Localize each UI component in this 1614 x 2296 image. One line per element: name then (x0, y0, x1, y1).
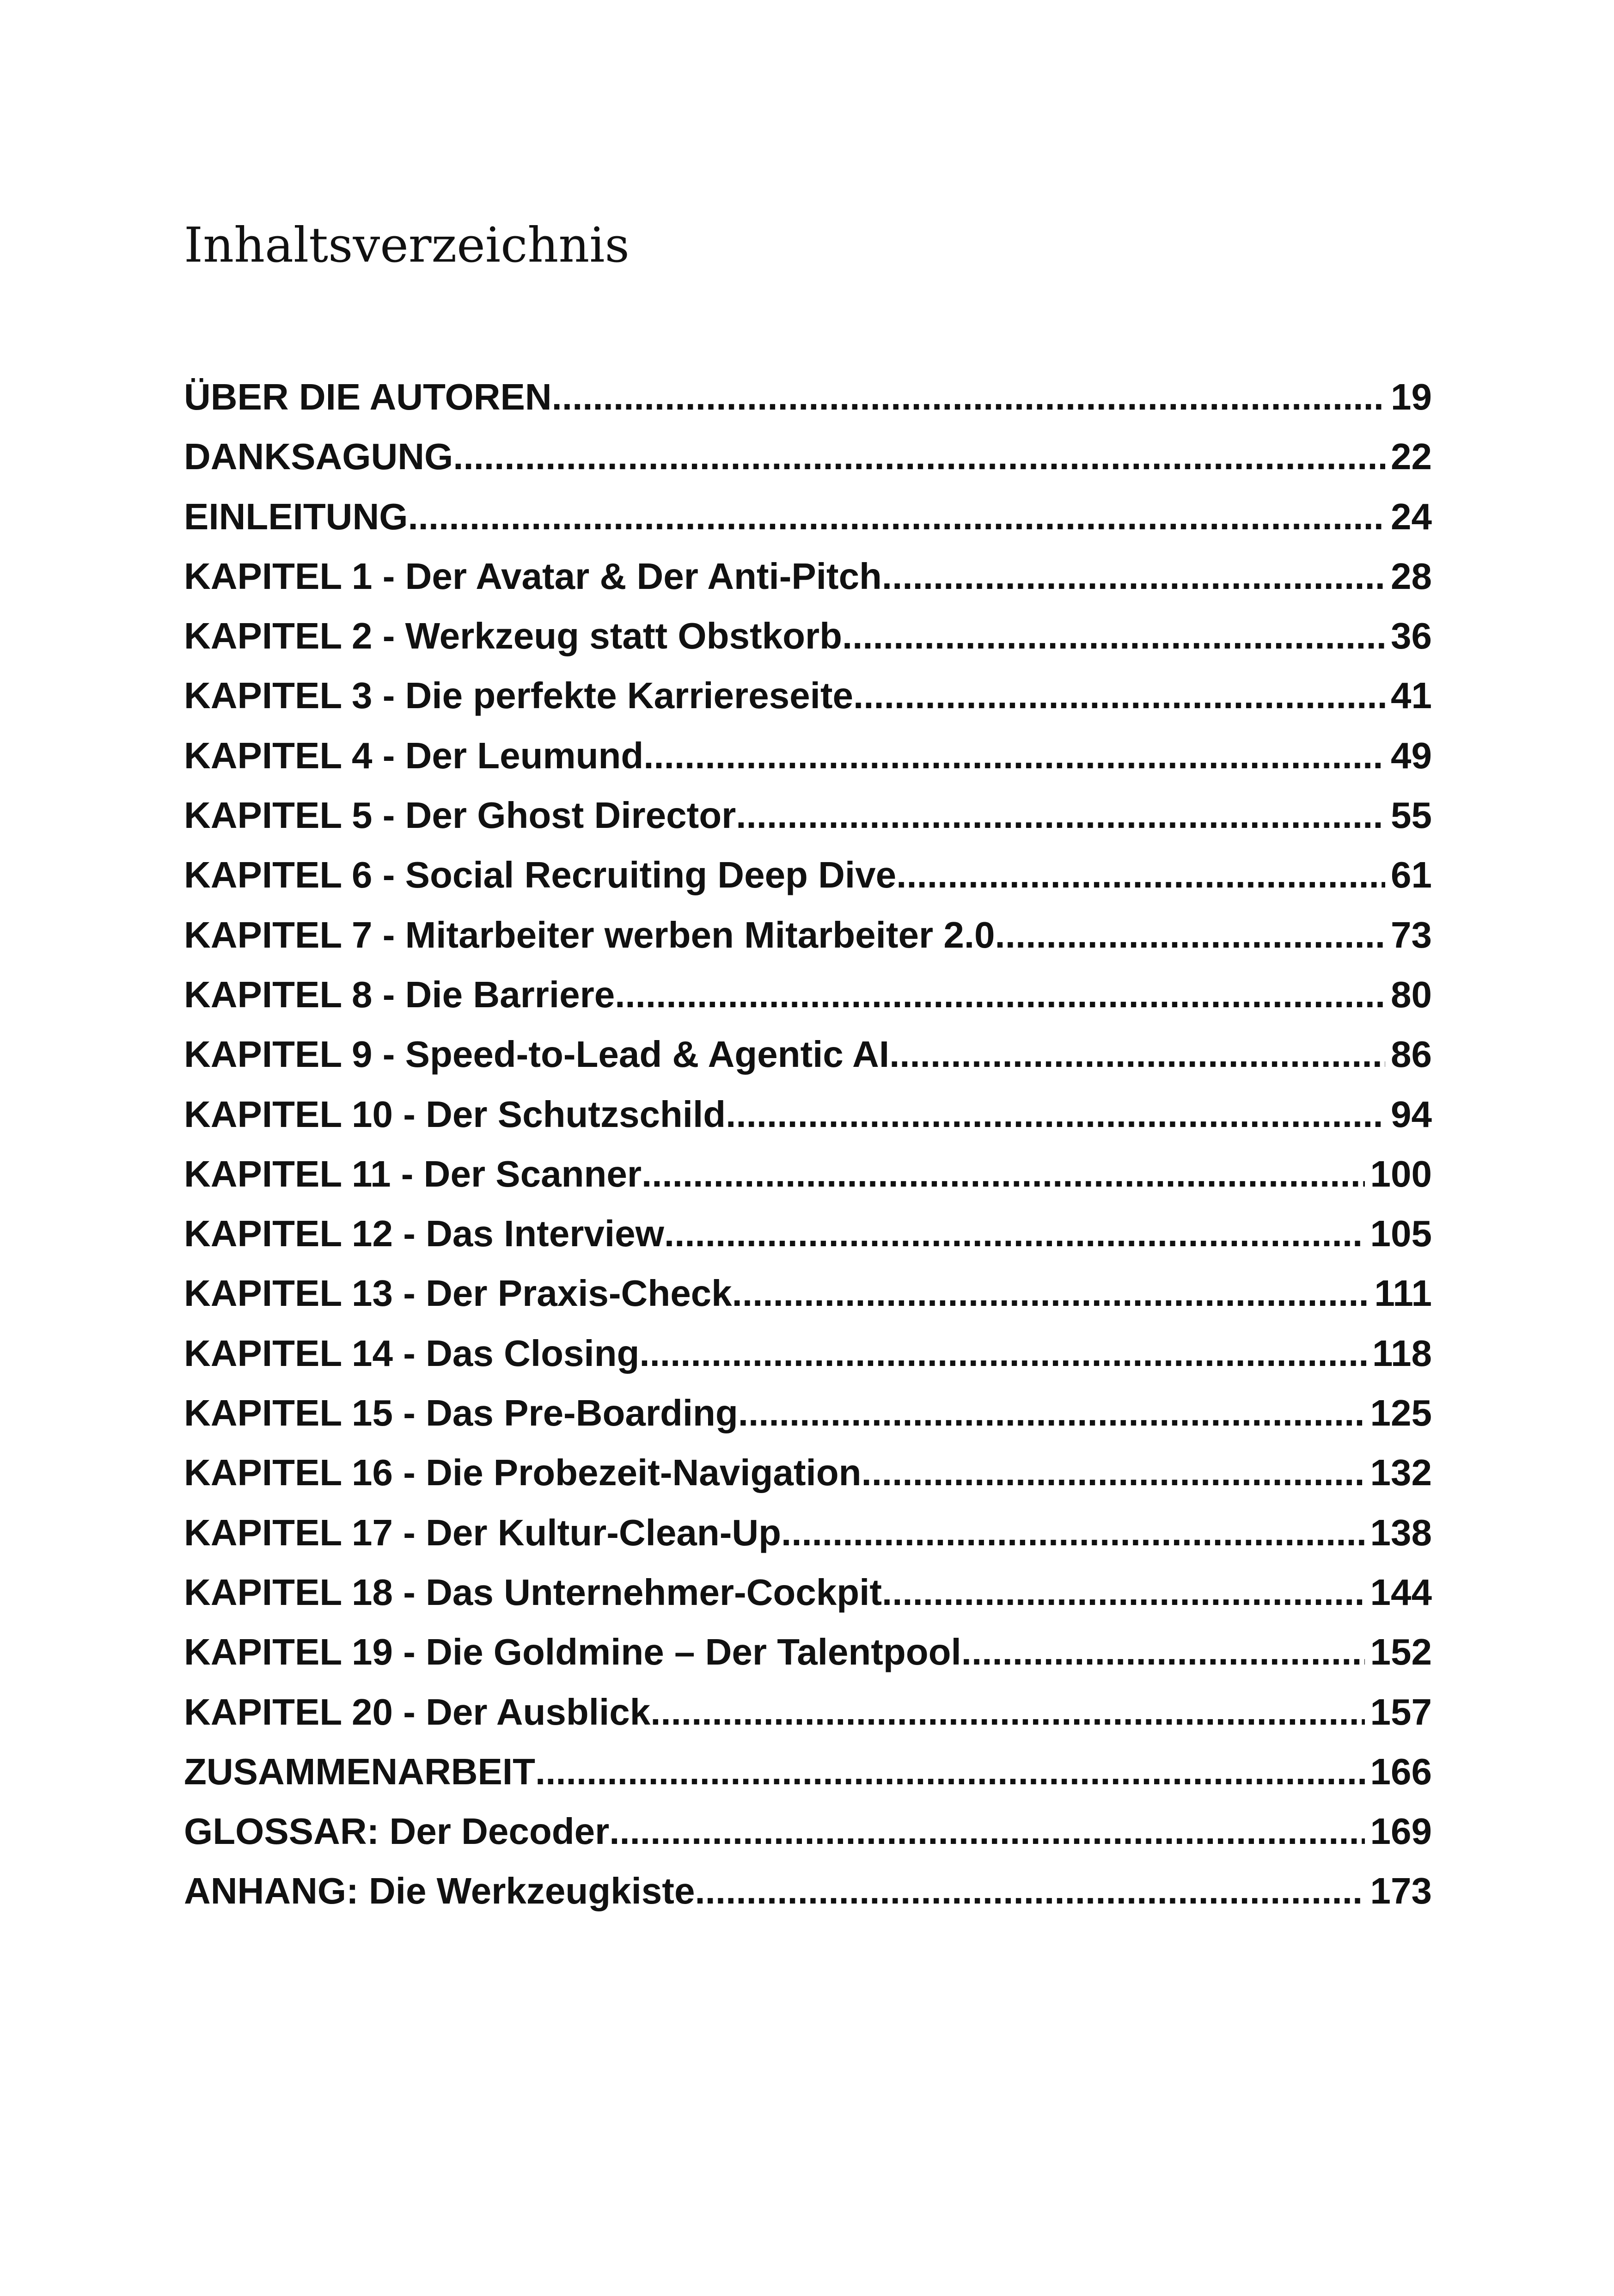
toc-entry-label: KAPITEL 8 - Die Barriere (184, 974, 615, 1015)
toc-entry (184, 905, 1432, 965)
toc-entry-label: KAPITEL 20 - Der Ausblick (184, 1691, 651, 1733)
toc-entry (184, 1562, 1432, 1622)
toc-entry-label: ANHANG: Die Werkzeugkiste (184, 1870, 695, 1912)
toc-entry (184, 845, 1432, 905)
toc-entry-label: KAPITEL 1 - Der Avatar & Der Anti-Pitch (184, 555, 882, 597)
toc-entry-label: KAPITEL 19 - Die Goldmine – Der Talentpool (184, 1631, 961, 1673)
toc-entry-label: GLOSSAR: Der Decoder (184, 1811, 610, 1852)
toc-entry (184, 1323, 1432, 1383)
toc-entry (184, 785, 1432, 845)
toc-entry (184, 1742, 1432, 1801)
toc-entry (184, 487, 1432, 546)
toc-entry-page-number: 41 (1391, 675, 1432, 716)
toc-entry (184, 965, 1432, 1024)
toc-dot-leader (842, 606, 1385, 666)
toc-dot-leader (861, 1443, 1364, 1502)
toc-entry-label: KAPITEL 13 - Der Praxis-Check (184, 1273, 732, 1314)
toc-entry (184, 726, 1432, 785)
toc-entry-label: KAPITEL 16 - Die Probezeit-Navigation (184, 1452, 862, 1494)
toc-dot-leader (535, 1742, 1365, 1801)
toc-entry (184, 666, 1432, 725)
toc-entry-label: KAPITEL 2 - Werkzeug statt Obstkorb (184, 615, 842, 657)
toc-dot-leader (726, 1084, 1385, 1144)
toc-dot-leader (736, 785, 1385, 845)
toc-dot-leader (882, 546, 1385, 606)
page-title: Inhaltsverzeichnis (184, 217, 630, 273)
toc-entry-page-number: 144 (1370, 1571, 1432, 1613)
toc-dot-leader (781, 1503, 1365, 1562)
toc-entry (184, 1622, 1432, 1682)
toc-dot-leader (609, 1801, 1364, 1861)
toc-dot-leader (453, 427, 1385, 486)
toc-entry-label: KAPITEL 7 - Mitarbeiter werben Mitarbeiter 2.0 (184, 914, 995, 955)
toc-dot-leader (882, 1562, 1365, 1622)
toc-entry-label: KAPITEL 11 - Der Scanner (184, 1153, 642, 1194)
toc-entry-label: EINLEITUNG (184, 496, 408, 537)
toc-entry (184, 1204, 1432, 1263)
toc-entry-page-number: 80 (1391, 974, 1432, 1015)
toc-dot-leader (695, 1861, 1364, 1921)
toc-dot-leader (853, 666, 1385, 725)
toc-entry-page-number: 166 (1370, 1751, 1432, 1792)
toc-entry (184, 1144, 1432, 1204)
toc-dot-leader (639, 1323, 1367, 1383)
toc-entry-page-number: 173 (1370, 1870, 1432, 1912)
toc-entry-label: DANKSAGUNG (184, 436, 453, 478)
toc-entry-label: KAPITEL 4 - Der Leumund (184, 735, 644, 776)
toc-entry (184, 1503, 1432, 1562)
toc-entry (184, 1682, 1432, 1742)
toc-entry-page-number: 111 (1374, 1273, 1432, 1314)
toc-dot-leader (732, 1263, 1369, 1323)
toc-entry-page-number: 100 (1370, 1153, 1432, 1194)
toc-entry-page-number: 22 (1391, 436, 1432, 478)
toc-entry-page-number: 55 (1391, 795, 1432, 836)
toc-entry-page-number: 73 (1391, 914, 1432, 955)
toc-entry-label: KAPITEL 17 - Der Kultur-Clean-Up (184, 1512, 781, 1553)
toc-dot-leader (896, 845, 1385, 905)
toc-entry-page-number: 19 (1391, 376, 1432, 417)
toc-entry-label: ZUSAMMENARBEIT (184, 1751, 535, 1792)
toc-entry-page-number: 157 (1370, 1691, 1432, 1733)
toc-dot-leader (961, 1622, 1365, 1682)
toc-entry-page-number: 24 (1391, 496, 1432, 537)
toc-entry (184, 546, 1432, 606)
toc-dot-leader (650, 1682, 1364, 1742)
toc-entry-page-number: 49 (1391, 735, 1432, 776)
toc-dot-leader (664, 1204, 1365, 1263)
toc-entry-label: KAPITEL 10 - Der Schutzschild (184, 1093, 726, 1135)
toc-entry-label: ÜBER DIE AUTOREN (184, 376, 552, 417)
toc-entry-page-number: 125 (1370, 1392, 1432, 1434)
toc-dot-leader (738, 1383, 1365, 1443)
toc-entry-label: KAPITEL 14 - Das Closing (184, 1332, 640, 1374)
toc-entry (184, 1861, 1432, 1921)
toc-entry-page-number: 36 (1391, 615, 1432, 657)
toc-entry (184, 1084, 1432, 1144)
toc-entry-page-number: 138 (1370, 1512, 1432, 1553)
toc-entry-page-number: 152 (1370, 1631, 1432, 1673)
toc-entry (184, 1383, 1432, 1443)
toc-entry-label: KAPITEL 18 - Das Unternehmer-Cockpit (184, 1571, 882, 1613)
toc-dot-leader (615, 965, 1385, 1024)
toc-entry-label: KAPITEL 3 - Die perfekte Karriereseite (184, 675, 854, 716)
toc-dot-leader (642, 1144, 1365, 1204)
toc-entry-page-number: 105 (1370, 1213, 1432, 1255)
toc-dot-leader (408, 487, 1385, 546)
toc-entry-page-number: 94 (1391, 1093, 1432, 1135)
toc-dot-leader (889, 1024, 1385, 1084)
toc-entry-page-number: 169 (1370, 1811, 1432, 1852)
toc-entry-page-number: 132 (1370, 1452, 1432, 1494)
toc-entry-label: KAPITEL 5 - Der Ghost Director (184, 795, 736, 836)
toc-entry (184, 606, 1432, 666)
toc-entry-page-number: 86 (1391, 1034, 1432, 1075)
toc-entry-page-number: 61 (1391, 854, 1432, 896)
toc-entry (184, 1801, 1432, 1861)
toc-entry (184, 1024, 1432, 1084)
toc-dot-leader (643, 726, 1385, 785)
toc-entry-page-number: 28 (1391, 555, 1432, 597)
toc-entry-page-number: 118 (1372, 1332, 1432, 1374)
toc-dot-leader (552, 367, 1385, 427)
toc-entry-label: KAPITEL 6 - Social Recruiting Deep Dive (184, 854, 897, 896)
toc-entry-label: KAPITEL 12 - Das Interview (184, 1213, 664, 1255)
table-of-contents (184, 367, 1432, 1921)
toc-entry (184, 1443, 1432, 1502)
toc-entry-label: KAPITEL 9 - Speed-to-Lead & Agentic AI (184, 1034, 890, 1075)
toc-entry-label: KAPITEL 15 - Das Pre-Boarding (184, 1392, 738, 1434)
toc-entry (184, 1263, 1432, 1323)
toc-entry (184, 427, 1432, 486)
toc-dot-leader (995, 905, 1385, 965)
toc-entry (184, 367, 1432, 427)
